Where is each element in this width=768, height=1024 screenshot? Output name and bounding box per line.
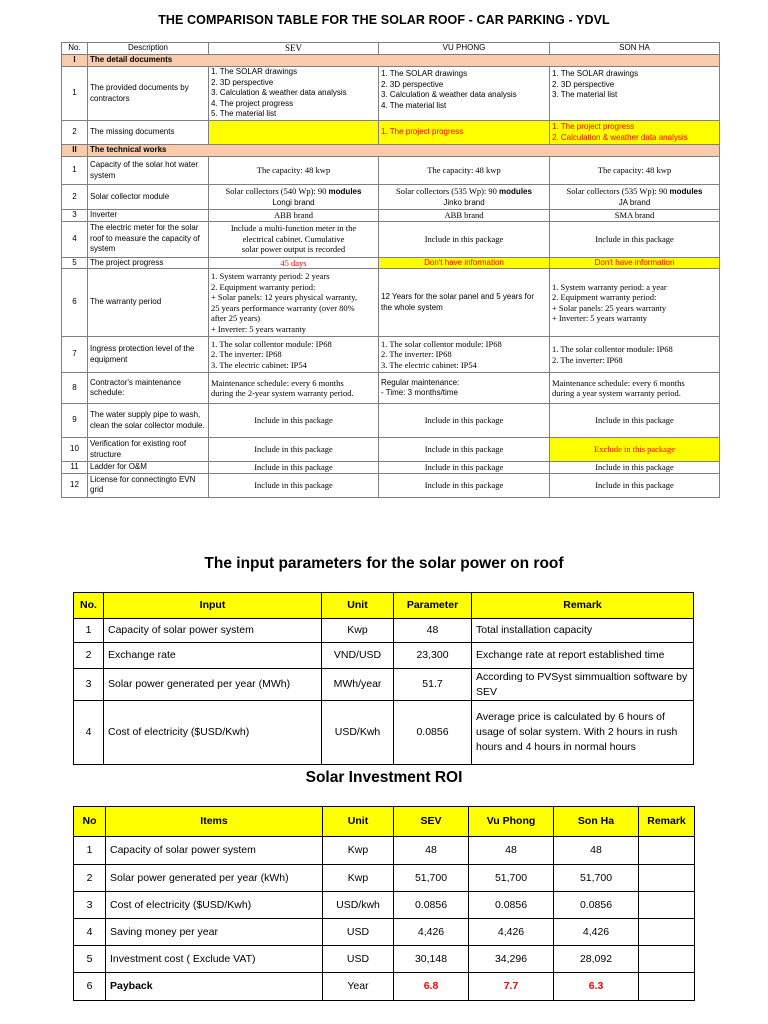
son-ha-cell: Exclude in this package [550, 438, 720, 462]
remark-cell: Average price is calculated by 6 hours of usage of solar system. With 2 hours in rush hours and 4 hours in normal hours [472, 701, 694, 765]
vu-phong-cell [379, 269, 550, 337]
remark-cell: Exchange rate at report established time [472, 643, 694, 669]
sev-module-brand: Longi brand [272, 197, 315, 207]
sev-ip-line: 2. The inverter: IP68 [211, 349, 282, 360]
remark-cell [639, 919, 695, 946]
sev-warranty-line: + Inverter: 5 years warranty [211, 323, 306, 334]
vu-phong-value: 4,426 [469, 919, 554, 946]
sev-value: 51,700 [394, 865, 469, 892]
sev-ip-line: 3. The electric cabinet: IP54 [211, 359, 307, 370]
sev-maint-line: during the 2-year system warranty period. [211, 388, 354, 398]
son-ha-missing-line: 1. The project progress [552, 122, 635, 131]
section-label: The detail documents [88, 55, 720, 67]
row-number: 1 [74, 619, 104, 643]
sev-warranty-line: 1. System warranty period: 2 years [211, 271, 330, 281]
input-name: Exchange rate [104, 643, 322, 669]
row-description: Ladder for O&M [88, 462, 209, 474]
table-row [74, 865, 695, 892]
item-name: Payback [106, 973, 323, 1001]
sev-value: 4,426 [394, 919, 469, 946]
sev-value: 48 [394, 837, 469, 865]
row-number: 6 [62, 269, 88, 337]
unit-cell: VND/USD [322, 643, 394, 669]
row-inverter [62, 210, 720, 222]
sev-meter-line: electrical cabinet. Cumulative [242, 233, 345, 244]
son-ha-value: 6.3 [554, 973, 639, 1001]
son-ha-cell [550, 67, 720, 121]
sev-cell: Include in this package [209, 462, 379, 474]
row-water-supply-pipe [62, 404, 720, 438]
son-ha-value: 51,700 [554, 865, 639, 892]
vu-phong-cell: 1. The project progress [379, 121, 550, 145]
row-description: The warranty period [88, 269, 209, 337]
col-header-remark: Remark [639, 807, 695, 837]
row-number: 3 [74, 892, 106, 919]
parameter-cell: 0.0856 [394, 701, 472, 765]
row-solar-collector-module [62, 185, 720, 210]
row-number: 2 [74, 643, 104, 669]
sev-doc-line: 1. The SOLAR drawings [211, 67, 298, 77]
vu-phong-warranty-line: 12 Years for the solar panel and 5 years for [381, 292, 534, 301]
row-number: 4 [74, 701, 104, 765]
vu-phong-module-line [381, 186, 547, 198]
sev-value: 0.0856 [394, 892, 469, 919]
row-number: 8 [62, 373, 88, 404]
vu-phong-value: 48 [469, 837, 554, 865]
row-description: Capacity of the solar hot water system [88, 157, 209, 185]
col-header-son-ha: Son Ha [554, 807, 639, 837]
row-ingress-protection [62, 337, 720, 373]
sev-cell [209, 373, 379, 404]
vu-phong-ip-line: 3. The electric cabinet: IP54 [381, 359, 477, 370]
son-ha-module-line [552, 186, 717, 198]
son-ha-cell [550, 373, 720, 404]
vu-phong-ip-line: 1. The solar collentor module: IP68 [381, 338, 502, 349]
vu-phong-value: 0.0856 [469, 892, 554, 919]
col-header-unit: Unit [322, 593, 394, 619]
son-ha-cell: Include in this package [550, 462, 720, 474]
son-ha-doc-line: 3. The material list [552, 90, 618, 99]
son-ha-module-text: Solar collectors (535 Wp): 90 [566, 186, 668, 196]
table-row [74, 946, 695, 973]
unit-cell: MWh/year [322, 669, 394, 701]
comparison-table [61, 42, 720, 498]
parameter-cell: 23,300 [394, 643, 472, 669]
row-description: The provided documents by contractors [88, 67, 209, 121]
row-number: 3 [74, 669, 104, 701]
row-provided-documents [62, 67, 720, 121]
son-ha-module-unit: modules [669, 187, 703, 196]
son-ha-warranty-line: + Solar panels: 25 years warranty [552, 302, 667, 313]
unit-cell: USD [323, 946, 394, 973]
row-maintenance-schedule [62, 373, 720, 404]
col-header-no: No [74, 807, 106, 837]
sev-module-text: Solar collectors (540 Wp): 90 [225, 186, 327, 196]
unit-cell: Kwp [323, 865, 394, 892]
vu-phong-cell [379, 67, 550, 121]
vu-phong-module-text: Solar collectors (535 Wp): 90 [396, 186, 497, 196]
col-header-son-ha: SON HA [550, 43, 720, 55]
row-number: 2 [62, 185, 88, 210]
sev-warranty-line: 25 years performance warranty (over 80% [211, 302, 355, 313]
row-evn-license [62, 473, 720, 497]
vu-phong-doc-line: 1. The SOLAR drawings [381, 69, 468, 78]
input-parameters-table [73, 592, 694, 765]
unit-cell: Kwp [323, 837, 394, 865]
row-number: 10 [62, 438, 88, 462]
row-project-progress [62, 257, 720, 269]
row-description: The electric meter for the solar roof to measure the capacity of system [88, 221, 209, 257]
row-description: License for connectingto EVN grid [88, 473, 209, 497]
vu-phong-maint-line: Regular maintenance: [381, 377, 460, 387]
item-name: Saving money per year [106, 919, 323, 946]
row-number: 12 [62, 473, 88, 497]
input-name: Capacity of solar power system [104, 619, 322, 643]
section-number: I [62, 55, 88, 67]
sev-meter-line: solar power output is recorded [241, 244, 346, 255]
sev-meter-line: Include a multi-function meter in the [230, 223, 357, 234]
son-ha-cell: The capacity: 48 kwp [550, 157, 720, 185]
vu-phong-doc-line: 3. Calculation & weather data analysis [381, 90, 517, 99]
son-ha-cell [550, 185, 720, 210]
row-number: 4 [74, 919, 106, 946]
row-number: 3 [62, 210, 88, 222]
sev-value: 6.8 [394, 973, 469, 1001]
son-ha-ip-line: 1. The solar collentor module: IP68 [552, 344, 673, 354]
row-description: Ingress protection level of the equipment [88, 337, 209, 373]
son-ha-warranty-line: + Inverter: 5 years warranty [552, 313, 647, 323]
section-row-technical-works [62, 145, 720, 157]
vu-phong-maint-line: - Time: 3 months/time [381, 388, 458, 397]
vu-phong-doc-line: 2. 3D perspective [381, 79, 444, 89]
row-warranty-period [62, 269, 720, 337]
sev-cell [209, 269, 379, 337]
sev-doc-line: 4. The project progress [211, 98, 294, 108]
sev-warranty-line: + Solar panels: 12 years physical warranty, [211, 292, 358, 302]
row-description: Verification for existing roof structure [88, 438, 209, 462]
sev-warranty-line: after 25 years) [211, 313, 261, 323]
row-number: 2 [62, 121, 88, 145]
vu-phong-module-brand: Jinko brand [443, 197, 485, 207]
comparison-header-row [62, 43, 720, 55]
vu-phong-cell [379, 373, 550, 404]
col-header-vu-phong: VU PHONG [379, 43, 550, 55]
sev-cell: 45 days [209, 257, 379, 269]
row-number: 11 [62, 462, 88, 474]
row-number: 1 [74, 837, 106, 865]
son-ha-missing-line: 2. Calculation & weather data analysis [552, 132, 688, 142]
sev-value: 30,148 [394, 946, 469, 973]
row-description: The water supply pipe to wash, clean the solar collector module. [88, 404, 209, 438]
son-ha-warranty-line: 1. System warranty period: a year [552, 281, 667, 292]
vu-phong-module-unit: modules [499, 187, 532, 196]
table-row [74, 837, 695, 865]
vu-phong-ip-line: 2. The inverter: IP68 [381, 349, 452, 360]
item-name: Capacity of solar power system [106, 837, 323, 865]
section-label: The technical works [88, 145, 720, 157]
vu-phong-cell: Include in this package [379, 221, 550, 257]
sev-doc-line: 3. Calculation & weather data analysis [211, 88, 347, 98]
vu-phong-doc-line: 4. The material list [381, 100, 447, 110]
table-row [74, 892, 695, 919]
page-title: THE COMPARISON TABLE FOR THE SOLAR ROOF - CAR PARKING - YDVL [158, 13, 610, 27]
row-number: 5 [74, 946, 106, 973]
parameter-cell: 48 [394, 619, 472, 643]
row-number: 1 [62, 157, 88, 185]
col-header-unit: Unit [323, 807, 394, 837]
vu-phong-warranty-line: the whole system [381, 302, 443, 312]
vu-phong-value: 34,296 [469, 946, 554, 973]
row-number: 6 [74, 973, 106, 1001]
unit-cell: USD/kwh [323, 892, 394, 919]
col-header-items: Items [106, 807, 323, 837]
son-ha-value: 28,092 [554, 946, 639, 973]
son-ha-value: 4,426 [554, 919, 639, 946]
row-capacity [62, 157, 720, 185]
remark-cell: Total installation capacity [472, 619, 694, 643]
col-header-vu-phong: Vu Phong [469, 807, 554, 837]
son-ha-warranty-line: 2. Equipment warranty period: [552, 292, 657, 302]
row-ladder [62, 462, 720, 474]
vu-phong-cell: Include in this package [379, 462, 550, 474]
row-roof-verification [62, 438, 720, 462]
sev-cell: The capacity: 48 kwp [209, 157, 379, 185]
vu-phong-cell: The capacity: 48 kwp [379, 157, 550, 185]
vu-phong-value: 51,700 [469, 865, 554, 892]
section-row-detail-documents [62, 55, 720, 67]
unit-cell: USD/Kwh [322, 701, 394, 765]
sev-cell [209, 121, 379, 145]
unit-cell: Year [323, 973, 394, 1001]
table-row [74, 643, 694, 669]
table-row [74, 619, 694, 643]
sev-ip-line: 1. The solar collentor module: IP68 [211, 338, 332, 349]
col-header-no: No. [62, 43, 88, 55]
son-ha-module-brand: JA brand [618, 197, 651, 207]
remark-cell [639, 973, 695, 1001]
table-row [74, 919, 695, 946]
parameter-cell: 51.7 [394, 669, 472, 701]
table-row [74, 669, 694, 701]
sev-cell: Include in this package [209, 438, 379, 462]
item-name: Solar power generated per year (kWh) [106, 865, 323, 892]
sev-maint-line: Maintenance schedule: every 6 months [211, 377, 344, 388]
son-ha-cell: SMA brand [550, 210, 720, 222]
row-missing-documents [62, 121, 720, 145]
vu-phong-cell: Don't have information [379, 257, 550, 269]
sev-doc-line: 5. The material list [211, 109, 277, 119]
col-header-parameter: Parameter [394, 593, 472, 619]
input-name: Cost of electricity ($USD/Kwh) [104, 701, 322, 765]
row-number: 1 [62, 67, 88, 121]
row-description: The missing documents [88, 121, 209, 145]
vu-phong-cell: Include in this package [379, 404, 550, 438]
col-header-no: No. [74, 593, 104, 619]
sev-cell [209, 337, 379, 373]
remark-cell [639, 865, 695, 892]
row-number: 9 [62, 404, 88, 438]
unit-cell: Kwp [322, 619, 394, 643]
row-number: 4 [62, 221, 88, 257]
row-description: Solar collector module [88, 185, 209, 210]
son-ha-cell: Include in this package [550, 404, 720, 438]
son-ha-cell: Include in this package [550, 221, 720, 257]
sev-cell [209, 221, 379, 257]
son-ha-cell: Include in this package [550, 473, 720, 497]
vu-phong-cell: ABB brand [379, 210, 550, 222]
sev-cell [209, 67, 379, 121]
col-header-input: Input [104, 593, 322, 619]
son-ha-cell: Don't have information [550, 257, 720, 269]
son-ha-ip-line: 2. The inverter: IP68 [552, 354, 623, 365]
item-name: Investment cost ( Exclude VAT) [106, 946, 323, 973]
sev-doc-line: 2. 3D perspective [211, 77, 274, 87]
sev-cell [209, 185, 379, 210]
sev-cell: Include in this package [209, 404, 379, 438]
vu-phong-value: 7.7 [469, 973, 554, 1001]
col-header-sev: SEV [394, 807, 469, 837]
remark-cell [639, 892, 695, 919]
sev-module-line [211, 186, 376, 198]
unit-cell: USD [323, 919, 394, 946]
sev-module-unit: modules [328, 187, 362, 196]
remark-cell [639, 946, 695, 973]
input-name: Solar power generated per year (MWh) [104, 669, 322, 701]
col-header-remark: Remark [472, 593, 694, 619]
col-header-description: Description [88, 43, 209, 55]
row-number: 2 [74, 865, 106, 892]
son-ha-cell [550, 337, 720, 373]
roi-title: Solar Investment ROI [305, 769, 463, 786]
vu-phong-cell: Include in this package [379, 473, 550, 497]
roi-table [73, 806, 695, 1001]
son-ha-maint-line: Maintenance schedule: every 6 months [552, 377, 685, 388]
vu-phong-cell: Include in this package [379, 438, 550, 462]
table-row [74, 701, 694, 765]
row-description: The project progress [88, 257, 209, 269]
son-ha-cell [550, 121, 720, 145]
son-ha-value: 48 [554, 837, 639, 865]
son-ha-doc-line: 2. 3D perspective [552, 79, 615, 89]
vu-phong-cell [379, 337, 550, 373]
vu-phong-cell [379, 185, 550, 210]
input-header-row [74, 593, 694, 619]
input-parameters-title: The input parameters for the solar power on roof [204, 555, 564, 572]
row-description: Inverter [88, 210, 209, 222]
row-electric-meter [62, 221, 720, 257]
son-ha-doc-line: 1. The SOLAR drawings [552, 69, 639, 78]
item-name: Cost of electricity ($USD/Kwh) [106, 892, 323, 919]
section-number: II [62, 145, 88, 157]
son-ha-value: 0.0856 [554, 892, 639, 919]
table-row-payback [74, 973, 695, 1001]
row-description: Contractor's maintenance schedule: [88, 373, 209, 404]
sev-warranty-line: 2. Equipment warranty period: [211, 281, 316, 292]
son-ha-cell [550, 269, 720, 337]
sev-cell: ABB brand [209, 210, 379, 222]
row-number: 7 [62, 337, 88, 373]
remark-cell: According to PVSyst simmualtion software by SEV [472, 669, 694, 701]
roi-header-row [74, 807, 695, 837]
row-number: 5 [62, 257, 88, 269]
sev-cell: Include in this package [209, 473, 379, 497]
remark-cell [639, 837, 695, 865]
son-ha-maint-line: during a year system warranty period. [552, 388, 681, 398]
col-header-sev: SEV [209, 43, 379, 55]
